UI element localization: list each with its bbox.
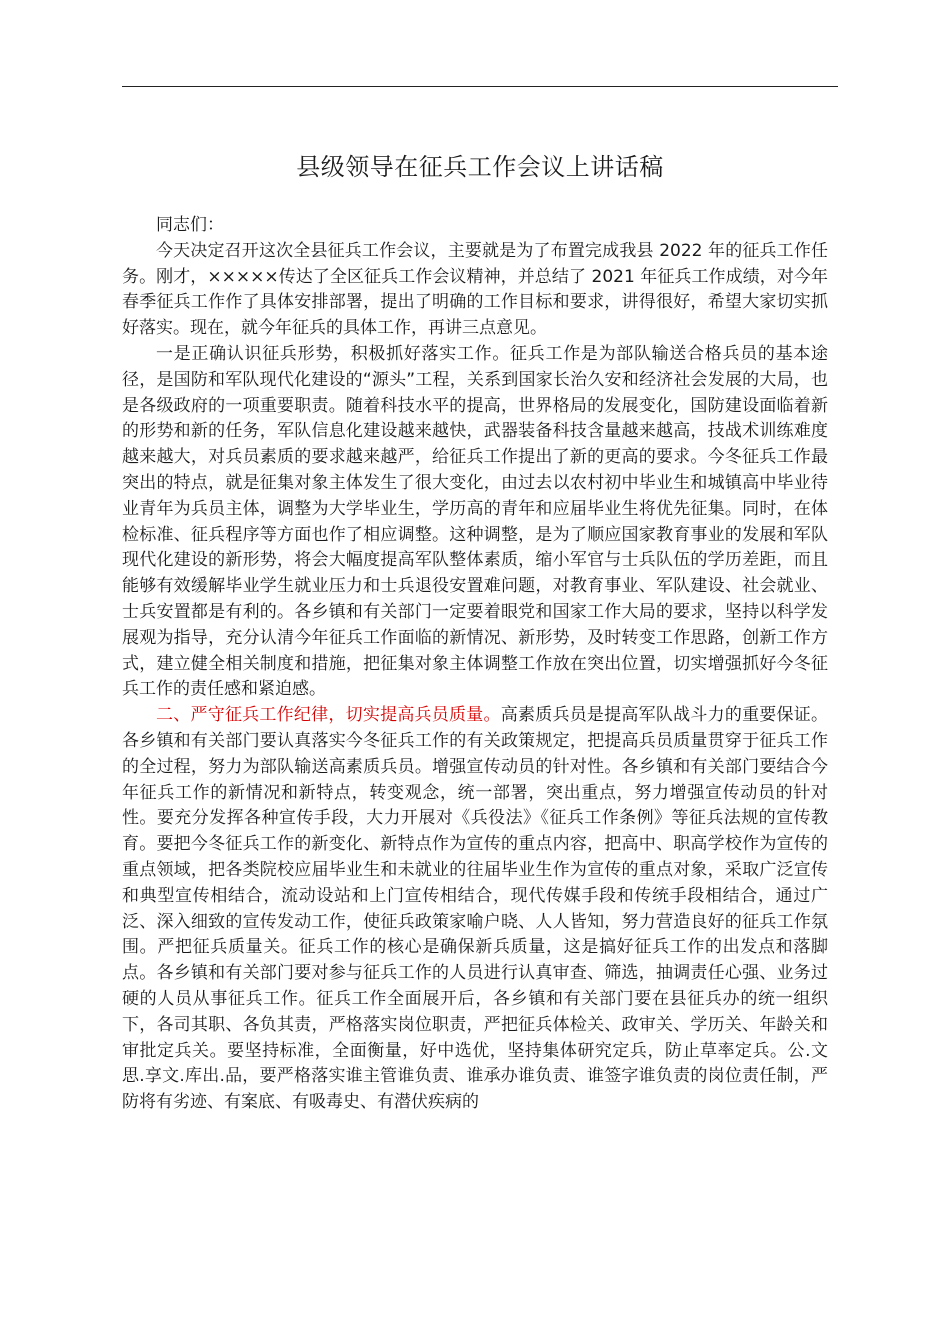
header-rule <box>122 86 838 87</box>
paragraph-1: 今天决定召开这次全县征兵工作会议，主要就是为了布置完成我县 2022 年的征兵工作任务。刚才，×××××传达了全区征兵工作会议精神，并总结了 2021 年征兵工作成绩，对今年春季征兵工作作了具体安排部署，提出了明确的工作目标和要求，讲得很好，希望大家切实抓好落实。现在，就今年征兵的具体工作，再讲三点意见。 <box>122 240 828 339</box>
salutation: 同志们： <box>156 215 224 235</box>
paragraph-3 <box>122 703 828 1116</box>
section-heading-2: 二、严守征兵工作纪律，切实提高兵员质量。 <box>156 705 501 726</box>
document-title: 县级领导在征兵工作会议上讲话稿 <box>296 153 664 181</box>
paragraph-2: 一是正确认识征兵形势，积极抓好落实工作。征兵工作是为部队输送合格兵员的基本途径，是国防和军队现代化建设的“源头”工程，关系到国家长治久安和经济社会发展的大局，也是各级政府的一项重要职责。随着科技水平的提高，世界格局的发展变化，国防建设面临着新的形势和新的任务，军队信息化建设越来越快，武器装备科技含量越来越高，技战术训练难度越来越大，对兵员素质的要求越来越严，给征兵工作提出了新的更高的要求。今冬征兵工作最突出的特点，就是征集对象主体发生了很大变化，由过去以农村初中毕业生和城镇高中毕业待业青年为兵员主体，调整为大学毕业生，学历高的青年和应届毕业生将优先征集。同时，在体检标准、征兵程序等方面也作了相应调整。这种调整，是为了顺应国家教育事业的发展和军队现代化建设的新形势，将会大幅度提高军队整体素质，缩小军官与士兵队伍的学历差距，而且能够有效缓解毕业学生就业压力和士兵退役安置难问题，对教育事业、军队建设、社会就业、士兵安置都是有利的。各乡镇和有关部门一定要着眼党和国家工作大局的要求，坚持以科学发展观为指导，充分认清今年征兵工作面临的新情况、新形势，及时转变工作思路，创新工作方式，建立健全相关制度和措施，把征集对象主体调整工作放在突出位置，切实增强抓好今冬征兵工作的责任感和紧迫感。 <box>122 343 828 700</box>
paragraph-3-text: 高素质兵员是提高军队战斗力的重要保证。各乡镇和有关部门要认真落实今冬征兵工作的有关政策规定，把提高兵员质量贯穿于征兵工作的全过程，努力为部队输送高素质兵员。增强宣传动员的针对性。各乡镇和有关部门要结合今年征兵工作的新情况和新特点，转变观念，统一部署，突出重点，努力增强宣传动员的针对性。要充分发挥各种宣传手段，大力开展对《兵役法》《征兵工作条例》等征兵法规的宣传教育。要把今冬征兵工作的新变化、新特点作为宣传的重点内容，把高中、职高学校作为宣传的重点领域，把各类院校应届毕业生和未就业的往届毕业生作为宣传的重点对象，采取广泛宣传和典型宣传相结合，流动设站和上门宣传相结合，现代传媒手段和传统手段相结合，通过广泛、深入细致的宣传发动工作，使征兵政策家喻户晓、人人皆知，努力营造良好的征兵工作氛围。严把征兵质量关。征兵工作的核心是确保新兵质量，这是搞好征兵工作的出发点和落脚点。各乡镇和有关部门要对参与征兵工作的人员进行认真审查、筛选，抽调责任心强、业务过硬的人员从事征兵工作。征兵工作全面展开后，各乡镇和有关部门要在县征兵办的统一组织下，各司其职、各负其责，严格落实岗位职责，严把征兵体检关、政审关、学历关、年龄关和审批定兵关。要坚持标准，全面衡量，好中选优，坚持集体研究定兵，防止草率定兵。公.文思.享文.库出.品，要严格落实谁主管谁负责、谁承办谁负责、谁签字谁负责的岗位责任制，严防将有劣迹、有案底、有吸毒史、有潜伏疾病的 <box>122 705 829 1113</box>
document-body <box>122 213 828 1116</box>
